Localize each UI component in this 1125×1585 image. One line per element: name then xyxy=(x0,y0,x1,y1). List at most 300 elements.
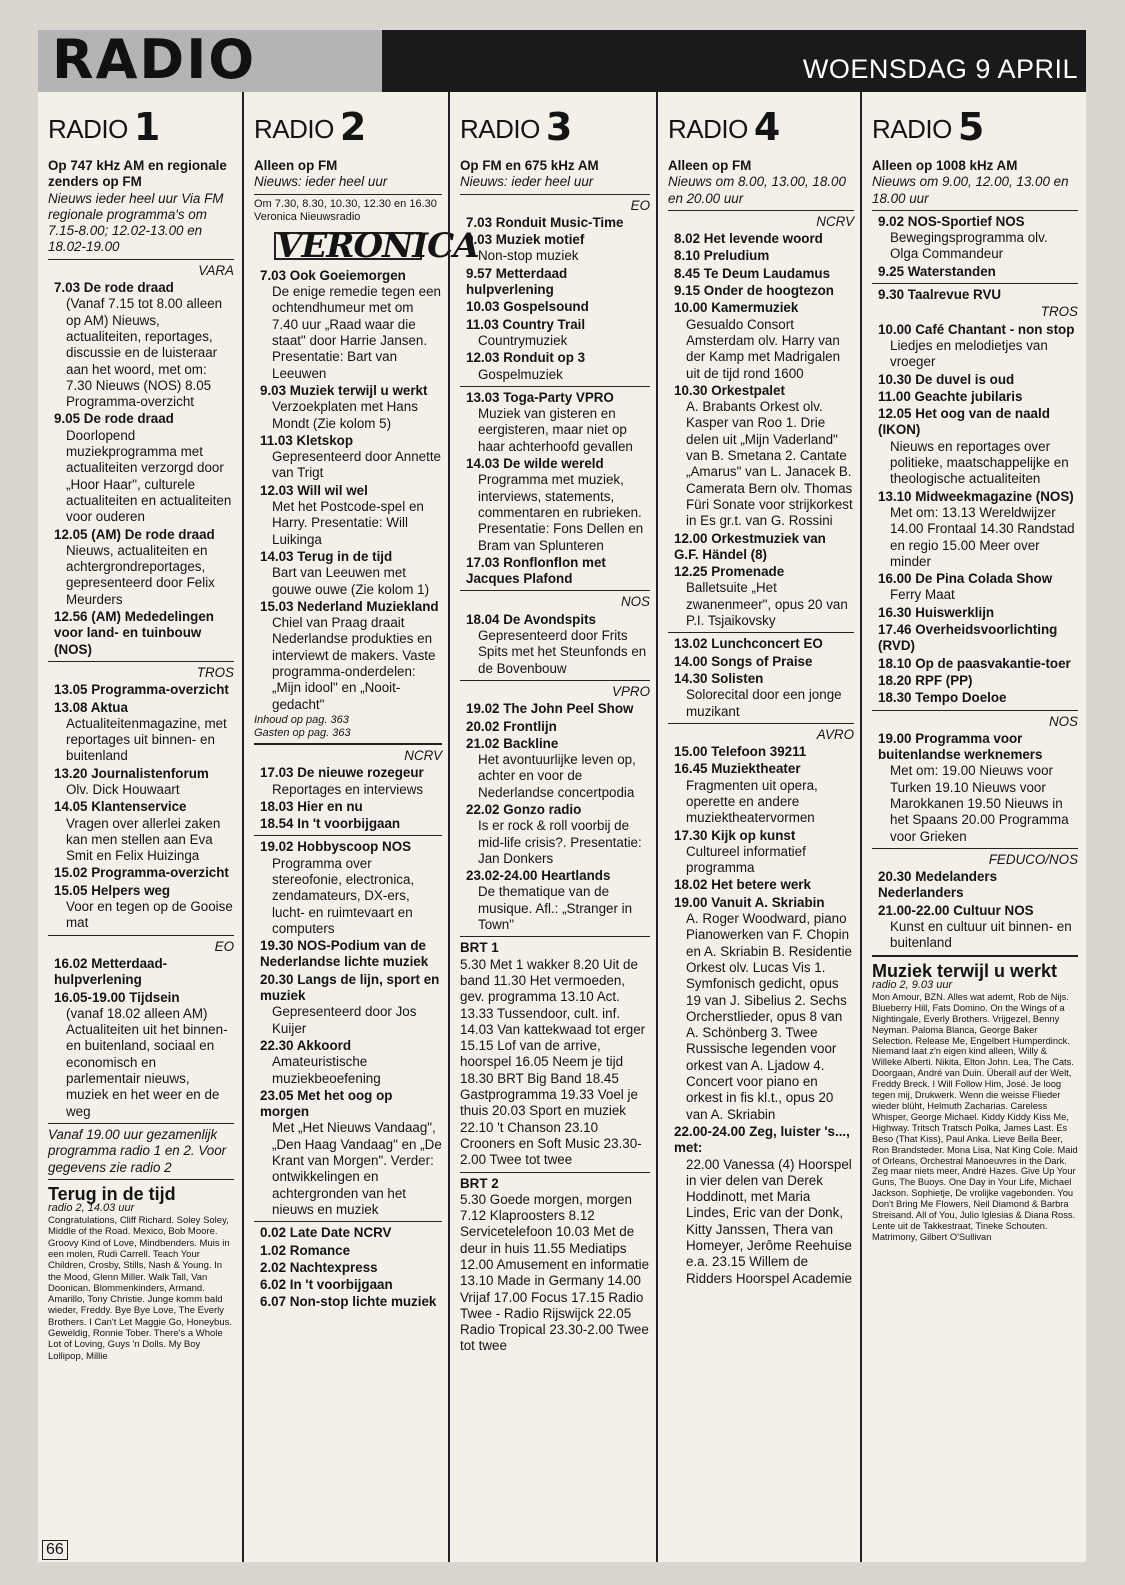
program-title: 14.05 Klantenservice xyxy=(54,799,187,815)
program-item xyxy=(48,700,234,765)
program-item xyxy=(254,799,442,815)
program-title: 19.00 Vanuit A. Skriabin xyxy=(674,894,825,910)
program-item xyxy=(872,656,1078,672)
program-item xyxy=(254,816,442,832)
program-description: Nieuws en reportages over politieke, maatschappelijke en theologische actualiteiten xyxy=(890,438,1069,487)
program-title: 14.03 De wilde wereld xyxy=(466,456,604,472)
program-title: 13.05 Programma-overzicht xyxy=(54,682,229,698)
page-title: RADIO xyxy=(52,28,257,91)
station-number: 4 xyxy=(753,105,780,149)
program-title: 8.02 Het levende woord xyxy=(674,231,823,247)
program-title: 15.02 Programma-overzicht xyxy=(54,865,229,881)
program-item xyxy=(48,883,234,932)
program-title: 23.02-24.00 Heartlands xyxy=(466,868,611,884)
program-item xyxy=(460,701,650,717)
program-title: 11.00 Geachte jubilaris xyxy=(878,388,1023,404)
program-item xyxy=(668,895,854,1123)
program-description: Met om: 13.13 Wereldwijzer 14.00 Frontaal 14.30 Randstad en regio 15.00 Meer over minder xyxy=(890,504,1075,569)
program-description: A. Brabants Orkest olv. Kasper van Roo 1. Drie delen uit „Mijn Vaderland" van B. Smetana 2. Cantate „Amarus" van L. Janacek B. Camerata Bern olv. Thomas Füri Sonate voor strijkorkest in Es gr.t. van G. Rossini xyxy=(686,399,853,529)
program-item xyxy=(872,571,1078,604)
program-title: 9.15 Onder de hoogtezon xyxy=(674,283,834,299)
program-item xyxy=(668,266,854,282)
program-item xyxy=(872,489,1078,570)
program-title: 7.03 Ronduit Music-Time xyxy=(466,214,624,230)
station-label: RADIO xyxy=(48,114,128,144)
program-description: Gepresenteerd door Annette van Trigt xyxy=(272,449,441,481)
program-title: 22.00-24.00 Zeg, luister 's..., met: xyxy=(674,1123,850,1156)
program-title: 14.30 Solisten xyxy=(674,670,764,686)
program-item xyxy=(872,287,1078,303)
station-label: RADIO xyxy=(872,114,952,144)
program-title: 15.00 Telefoon 39211 xyxy=(674,744,807,760)
program-title: 15.03 Nederland Muziekland xyxy=(260,598,439,614)
program-list xyxy=(460,701,650,933)
box-title: Muziek terwijl u werkt xyxy=(872,960,1058,981)
divider xyxy=(668,632,854,633)
program-title: 21.02 Backline xyxy=(466,735,559,751)
program-title: 13.03 Toga-Party VPRO xyxy=(466,389,614,405)
divider xyxy=(48,1123,234,1124)
program-title: 14.00 Songs of Praise xyxy=(674,653,813,669)
divider xyxy=(872,210,1078,211)
program-list xyxy=(254,839,442,1218)
program-title: 10.03 Gospelsound xyxy=(466,299,589,315)
divider xyxy=(872,848,1078,849)
program-item xyxy=(48,990,234,1120)
news-info: Nieuws om 9.00, 12.00, 13.00 en 18.00 uur xyxy=(872,174,1069,206)
program-title: 19.30 NOS-Podium van de Nederlandse lichte muziek xyxy=(260,938,429,970)
program-description: Actualiteitenmagazine, met reportages uit binnen- en buitenland xyxy=(66,715,227,764)
divider xyxy=(254,1221,442,1222)
program-description: Kunst en cultuur uit binnen- en buitenland xyxy=(890,919,1072,951)
column-radio-3 xyxy=(448,92,658,1562)
station-number: 5 xyxy=(957,105,984,149)
closing-note: Vanaf 19.00 uur gezamenlijk programma radio 1 en 2. Voor gegevens zie radio 2 xyxy=(48,1126,227,1175)
program-title: 20.30 Medelanders Nederlanders xyxy=(878,869,998,901)
program-title: 22.02 Gonzo radio xyxy=(466,801,582,817)
column-radio-2 xyxy=(242,92,479,1562)
program-item xyxy=(668,300,854,381)
program-list xyxy=(872,869,1078,951)
program-item xyxy=(254,383,442,432)
program-item xyxy=(48,609,234,658)
program-item xyxy=(668,636,854,652)
program-title: 11.03 Kletskop xyxy=(260,432,354,448)
box-subtitle: radio 2, 9.03 uur xyxy=(872,978,953,991)
program-list xyxy=(460,612,650,677)
program-title: 13.02 Lunchconcert EO xyxy=(674,636,823,652)
news-times: Om 7.30, 8.30, 10.30, 12.30 en 16.30 Veronica Nieuwsradio xyxy=(254,197,437,223)
program-item xyxy=(872,389,1078,405)
program-title: 18.30 Tempo Doeloe xyxy=(878,690,1007,706)
program-item xyxy=(460,350,650,383)
program-item xyxy=(668,744,854,760)
radio-guide-page xyxy=(38,30,1086,1562)
divider xyxy=(668,210,854,211)
station-number: 3 xyxy=(545,105,572,149)
program-description: Cultureel informatief programma xyxy=(686,843,806,876)
program-item xyxy=(872,731,1078,845)
program-item xyxy=(48,799,234,864)
program-title: 6.07 Non-stop lichte muziek xyxy=(260,1294,437,1310)
program-item xyxy=(48,280,234,410)
program-title: 14.03 Terug in de tijd xyxy=(260,548,393,564)
program-description: Programma over stereofonie, electronica, zendamateurs, DX-ers, lucht- en ruimtevaart en computers xyxy=(272,855,415,936)
divider xyxy=(48,259,234,260)
frequency-info: Op FM en 675 kHz AM xyxy=(460,158,599,173)
program-item xyxy=(254,938,442,971)
program-item xyxy=(460,215,650,231)
program-title: 10.30 Orkestpalet xyxy=(674,382,785,398)
program-description: Doorlopend muziekprogramma met actualiteiten verzorgd door „Hoor Haar", culturele actualiteiten en actualiteiten voor ouderen xyxy=(66,427,232,525)
program-title: 16.45 Muziektheater xyxy=(674,761,801,777)
program-description: Non-stop muziek xyxy=(478,248,579,264)
program-item xyxy=(48,956,234,989)
program-description: De thematique van de musique. Afl.: „Stranger in Town" xyxy=(478,884,633,933)
program-item xyxy=(254,1294,442,1310)
program-list xyxy=(254,1225,442,1310)
divider xyxy=(872,283,1078,284)
program-title: 18.20 RPF (PP) xyxy=(878,672,973,688)
program-item xyxy=(668,1124,854,1287)
broadcaster-label: VARA xyxy=(198,262,234,278)
program-item xyxy=(872,869,1078,902)
program-title: 16.05-19.00 Tijdsein xyxy=(54,989,180,1005)
program-title: 12.03 Ronduit op 3 xyxy=(466,350,586,366)
program-title: 10.00 Café Chantant - non stop xyxy=(878,321,1075,337)
station-number: 1 xyxy=(133,105,160,149)
page-header xyxy=(38,30,1086,92)
station-title xyxy=(460,105,650,149)
station-number: 2 xyxy=(339,105,366,149)
program-title: 9.03 Muziek motief xyxy=(466,232,585,248)
program-item xyxy=(668,761,854,826)
program-item xyxy=(668,248,854,264)
program-title: 9.30 Taalrevue RVU xyxy=(878,287,1002,303)
program-title: 18.10 Op de paasvakantie-toer xyxy=(878,655,1071,671)
divider xyxy=(460,1172,650,1173)
program-list xyxy=(48,280,234,658)
broadcaster-label: TROS xyxy=(196,664,234,680)
program-item xyxy=(668,531,854,564)
program-title: 9.25 Waterstanden xyxy=(878,263,996,279)
program-title: 15.05 Helpers weg xyxy=(54,882,171,898)
program-title: 10.00 Kamermuziek xyxy=(674,300,799,316)
program-description: Reportages en interviews xyxy=(272,781,424,797)
program-title: 18.03 Hier en nu xyxy=(260,798,363,814)
brt1-title: BRT 1 xyxy=(460,940,499,956)
program-title: 12.05 Het oog van de naald (IKON) xyxy=(878,406,1050,438)
program-title: 20.02 Frontlijn xyxy=(466,718,557,734)
program-description: Chiel van Praag draait Nederlandse produkties en interviewt de makers. Vaste programma-onderdelen: „Mijn idool" en „Nooit-gedacht" xyxy=(272,615,436,712)
program-title: 9.05 De rode draad xyxy=(54,411,174,427)
veronica-logo: VERONICA xyxy=(276,225,479,266)
program-title: 12.05 (AM) De rode draad xyxy=(54,526,215,542)
program-description: De enige remedie tegen een ochtendhumeur met om 7.40 uur „Raad waar die staat" door Harrie Jansen. Presentatie: Bart van Leeuwen xyxy=(272,284,441,381)
brt2-title: BRT 2 xyxy=(460,1175,499,1191)
program-item xyxy=(460,802,650,867)
program-item xyxy=(254,433,442,482)
program-description: Ferry Maat xyxy=(890,587,955,603)
program-title: 16.30 Huiswerklijn xyxy=(878,604,995,620)
broadcaster-label: AVRO xyxy=(816,726,854,742)
program-item xyxy=(254,1225,442,1241)
brt1-schedule: 5.30 Met 1 wakker 8.20 Uit de band 11.30 Het vermoeden, gev. programma 13.10 Act. 13.33 Tussendoor, cult. inf. 14.03 Van kattekwaad tot erger 15.15 Lof van de arrive, hoorspel 16.05 Neem je tijd 18.30 BRT Big Band 18.45 Gastprogramma 19.33 Voel je thuis 20.03 Sport en muziek 22.10 't Chanson 23.10 Crooners en Soft Music 23.30-2.00 Twee tot twee xyxy=(460,956,646,1168)
program-item xyxy=(872,903,1078,952)
program-title: 8.45 Te Deum Laudamus xyxy=(674,265,831,281)
program-item xyxy=(668,283,854,299)
program-list xyxy=(668,231,854,629)
broadcaster-label: NCRV xyxy=(816,213,854,229)
brt2-schedule: 5.30 Goede morgen, morgen 7.12 Klaproosters 8.12 Servicetelefoon 10.03 Met de deur in huis 11.55 Mediatips 12.00 Amusement en informatie 13.10 Made in Germany 14.00 Vrijaf 17.00 Focus 17.15 Radio Twee - Radio Rijswijck 22.05 Radio Tropical 23.30-2.00 Twee tot twee xyxy=(460,1191,650,1354)
program-description: Gospelmuziek xyxy=(478,366,563,382)
program-description: 22.00 Vanessa (4) Hoorspel in vier delen van Derek Hoddinott, met Maria Lindes, Eric van der Donk, Kitty Janssen, Thera van Homeyer, Jerôme Reehuise e.a. 23.15 Willem de Ridders Hoorspel Academie xyxy=(686,1156,852,1286)
program-item xyxy=(872,322,1078,371)
program-title: 9.02 NOS-Sportief NOS xyxy=(878,213,1025,229)
program-description: Amateuristische muziekbeoefening xyxy=(272,1054,381,1086)
frequency-info: Alleen op FM xyxy=(254,158,338,173)
news-info: Nieuws om 8.00, 13.00, 18.00 en 20.00 uur xyxy=(668,174,846,206)
program-title: 12.56 (AM) Mededelingen voor land- en tuinbouw (NOS) xyxy=(54,609,214,657)
program-title: 10.30 De duvel is oud xyxy=(878,371,1015,387)
box-title: Terug in de tijd xyxy=(48,1183,176,1204)
broadcaster-label: NOS xyxy=(620,594,650,610)
program-description: Voor en tegen op de Gooise mat xyxy=(66,899,233,931)
program-list xyxy=(460,215,650,383)
program-title: 17.03 Ronflonflon met Jacques Plafond xyxy=(466,554,606,587)
note-gasten: Gasten op pag. 363 xyxy=(254,726,351,739)
divider xyxy=(872,710,1078,711)
program-title: 12.03 Will wil wel xyxy=(260,482,368,498)
divider xyxy=(48,935,234,936)
program-description: Fragmenten uit opera, operette en andere muziektheatervormen xyxy=(686,777,818,826)
station-label: RADIO xyxy=(668,114,748,144)
station-title xyxy=(668,105,854,149)
station-title xyxy=(872,105,1078,149)
program-title: 19.00 Programma voor buitenlandse werknemers xyxy=(878,730,1043,763)
program-title: 7.03 Ook Goeiemorgen xyxy=(260,267,406,283)
program-title: 7.03 De rode draad xyxy=(54,280,174,296)
broadcaster-label: TROS xyxy=(1040,304,1078,320)
broadcaster-label: EO xyxy=(630,197,650,213)
program-list xyxy=(254,268,442,713)
program-item xyxy=(872,673,1078,689)
program-list xyxy=(48,956,234,1120)
broadcaster-label: FEDUCO/NOS xyxy=(988,851,1078,867)
program-description: Muziek van gisteren en eergisteren, maar niet op haar achterhoofd gevallen xyxy=(478,406,633,454)
program-title: 19.02 Hobbyscoop NOS xyxy=(260,839,412,855)
program-title: 2.02 Nachtexpress xyxy=(260,1259,378,1275)
program-description: Bart van Leeuwen met gouwe ouwe (Zie kolom 1) xyxy=(272,565,430,597)
divider xyxy=(254,835,442,836)
program-item xyxy=(668,828,854,877)
program-item xyxy=(48,766,234,799)
program-title: 9.57 Metterdaad hulpverlening xyxy=(466,265,568,298)
box-text: Congratulations, Cliff Richard. Soley Soley, Middle of the Road. Mexico, Bob Moore. Groovy Kind of Love, Mindbenders. Muis in een molen, Rudi Carrell. Teach Your Children, Crosby, Stills, Nash & Young. In the Mood, Glenn Miller. Walk Tall, Van Doonican. Blommenkinders, Armand. Amarillo, Tony Christie. Junge komm bald wieder, Freddy. Bye Bye Love, The Everly Brothers. I Can't Let Maggie Go, Honeybus. Geweldig, Ronnie Tober. There's a Whole Lot of Loving, Guys 'n Dolls. My Boy Lollipop, Millie xyxy=(48,1215,232,1362)
program-title: 0.02 Late Date NCRV xyxy=(260,1225,392,1241)
program-description: Gepresenteerd door Frits Spits met het Steunfonds en de Bovenbouw xyxy=(478,628,647,676)
program-item xyxy=(460,456,650,554)
frequency-info: Alleen op 1008 kHz AM xyxy=(872,158,1018,173)
program-item xyxy=(460,719,650,735)
program-title: 18.02 Het betere werk xyxy=(674,877,811,893)
program-item xyxy=(254,839,442,937)
program-list xyxy=(872,287,1078,303)
program-list xyxy=(460,390,650,588)
divider xyxy=(460,936,650,937)
program-item xyxy=(668,671,854,720)
box-subtitle: radio 2, 14.03 uur xyxy=(48,1202,135,1215)
program-item xyxy=(254,1260,442,1276)
program-item xyxy=(254,765,442,798)
program-title: 23.05 Met het oog op morgen xyxy=(260,1087,393,1120)
broadcaster-label: VPRO xyxy=(612,683,650,699)
divider xyxy=(460,590,650,591)
program-item xyxy=(872,264,1078,280)
broadcaster-label: NOS xyxy=(1048,713,1078,729)
station-label: RADIO xyxy=(254,114,334,144)
program-title: 13.10 Midweekmagazine (NOS) xyxy=(878,488,1074,504)
program-item xyxy=(48,865,234,881)
program-item xyxy=(460,868,650,933)
program-item xyxy=(668,654,854,670)
station-label: RADIO xyxy=(460,114,540,144)
program-description: Nieuws, actualiteiten en achtergrondreportages, gepresenteerd door Felix Meurders xyxy=(66,542,215,607)
program-title: 17.30 Kijk op kunst xyxy=(674,827,796,843)
program-description: Is er rock & roll voorbij de mid-life crisis?. Presentatie: Jan Donkers xyxy=(478,818,642,866)
program-item xyxy=(254,599,442,713)
program-item xyxy=(460,266,650,299)
program-item xyxy=(872,690,1078,706)
program-item xyxy=(460,232,650,265)
program-description: Programma met muziek, interviews, statements, commentaren en rubrieken. Presentatie: Fons Dellen en Bram van Splunteren xyxy=(478,472,644,553)
program-title: 13.20 Journalistenforum xyxy=(54,765,209,781)
program-description: Het avontuurlijke leven op, achter en voor de Nederlandse concertpodia xyxy=(478,752,636,800)
program-description: Bewegingsprogramma olv. Olga Commandeur xyxy=(890,230,1048,262)
program-title: 13.08 Aktua xyxy=(54,699,128,715)
program-description: (Vanaf 7.15 tot 8.00 alleen op AM) Nieuws, actualiteiten, reportages, discussie en de luisteraar aan het woord, met om: 7.30 Nieuws (NOS) 8.05 Programma-overzicht xyxy=(66,296,223,410)
program-item xyxy=(254,268,442,382)
header-title-block xyxy=(38,30,382,92)
divider xyxy=(668,723,854,724)
program-item xyxy=(872,214,1078,263)
program-item xyxy=(254,1038,442,1087)
program-description: Verzoekplaten met Hans Mondt (Zie kolom 5) xyxy=(272,399,418,431)
divider xyxy=(254,194,442,195)
program-description: Met om: 19.00 Nieuws voor Turken 19.10 Nieuws voor Marokkanen 19.50 Nieuws in het Spaans 20.00 Programma voor Grieken xyxy=(890,763,1069,844)
program-description: Vragen over allerlei zaken kan men stellen aan Eva Smit en Felix Huizinga xyxy=(66,815,221,864)
column-radio-5 xyxy=(860,92,1086,1562)
program-title: 12.25 Promenade xyxy=(674,564,785,580)
program-list xyxy=(668,636,854,719)
divider xyxy=(254,743,442,745)
frequency-info: Op 747 kHz AM en regionale zenders op FM xyxy=(48,158,227,190)
program-title: 1.02 Romance xyxy=(260,1242,351,1258)
program-item xyxy=(668,564,854,629)
program-description: (vanaf 18.02 alleen AM) Actualiteiten uit het binnen- en buitenland, sociaal en economisch en parlementair nieuws, muziek en het weer en de weg xyxy=(66,1005,228,1119)
program-title: 11.03 Country Trail xyxy=(466,316,586,332)
program-item xyxy=(668,383,854,530)
note-inhoud: Inhoud op pag. 363 xyxy=(254,713,349,726)
broadcaster-label: NCRV xyxy=(404,747,442,763)
program-description: Balletsuite „Het zwanenmeer", opus 20 van P.I. Tsjaikovsky xyxy=(686,580,848,629)
broadcaster-label: EO xyxy=(214,938,234,954)
divider xyxy=(872,955,1078,957)
program-item xyxy=(254,1088,442,1218)
program-title: 18.04 De Avondspits xyxy=(466,611,596,627)
program-description: Gepresenteerd door Jos Kuijer xyxy=(272,1004,417,1036)
program-item xyxy=(668,877,854,893)
program-title: 9.03 Muziek terwijl u werkt xyxy=(260,382,428,398)
program-item xyxy=(872,406,1078,487)
program-title: 16.00 De Pina Colada Show xyxy=(878,571,1053,587)
program-list xyxy=(872,214,1078,280)
program-description: Solorecital door een jonge muzikant xyxy=(686,687,842,719)
program-list xyxy=(48,682,234,931)
program-title: 19.02 The John Peel Show xyxy=(466,701,634,717)
program-description: Met „Het Nieuws Vandaag", „Den Haag Vandaag" en „De Krant van Morgen". Verder: ontwikkelingen en achtergronden van het nieuws en muziek xyxy=(272,1120,442,1217)
program-item xyxy=(254,483,442,548)
program-item xyxy=(668,231,854,247)
program-item xyxy=(460,390,650,455)
date-label: WOENSDAG 9 APRIL xyxy=(802,54,1078,84)
program-item xyxy=(48,527,234,608)
column-radio-4 xyxy=(656,92,862,1562)
column-radio-1 xyxy=(38,92,242,1562)
program-list xyxy=(872,731,1078,845)
program-list xyxy=(668,744,854,1287)
program-title: 22.30 Akkoord xyxy=(260,1037,352,1053)
page-number: 66 xyxy=(42,1540,68,1560)
program-list xyxy=(254,765,442,832)
program-item xyxy=(460,612,650,677)
program-item xyxy=(460,317,650,350)
program-description: Countrymuziek xyxy=(478,332,568,348)
program-description: Olv. Dick Houwaart xyxy=(66,781,180,797)
station-title xyxy=(254,105,442,149)
program-title: 17.46 Overheidsvoorlichting (RVD) xyxy=(878,622,1058,654)
program-item xyxy=(460,736,650,801)
program-description: Liedjes en melodietjes van vroeger xyxy=(890,337,1048,370)
program-title: 6.02 In 't voorbijgaan xyxy=(260,1277,393,1293)
program-item xyxy=(872,372,1078,388)
program-description: A. Roger Woodward, piano Pianowerken van F. Chopin en A. Skriabin B. Residentie Orkest olv. Lucas Vis 1. Symfonisch gedicht, opus 19 van J. Sibelius 2. Sechs Orcherstlieder, opus 8 van A. Schönberg 3. Twee Russische legenden voor orkest van A. Ljadow 4. Concert voor piano en orkest in fis kl.t., opus 20 van A. Skriabin xyxy=(686,911,852,1122)
program-title: 21.00-22.00 Cultuur NOS xyxy=(878,902,1034,918)
program-item xyxy=(48,682,234,698)
program-description: Gesualdo Consort Amsterdam olv. Harry van der Kamp met Madrigalen uit de tijd rond 1600 xyxy=(686,316,841,381)
program-title: 20.30 Langs de lijn, sport en muziek xyxy=(260,971,440,1004)
station-title xyxy=(48,105,234,149)
program-item xyxy=(872,605,1078,621)
divider xyxy=(48,1179,234,1180)
program-item xyxy=(48,411,234,525)
program-title: 12.00 Orkestmuziek van G.F. Händel (8) xyxy=(674,530,826,562)
program-title: 8.10 Preludium xyxy=(674,248,770,264)
program-list xyxy=(872,322,1078,707)
divider xyxy=(460,386,650,387)
frequency-info: Alleen op FM xyxy=(668,158,752,173)
program-item xyxy=(872,622,1078,655)
divider xyxy=(460,194,650,195)
header-date-block xyxy=(382,30,1086,92)
program-item xyxy=(254,1243,442,1259)
program-item xyxy=(254,972,442,1037)
news-info: Nieuws: ieder heel uur xyxy=(460,174,594,190)
divider xyxy=(460,680,650,681)
program-item xyxy=(254,1277,442,1293)
divider xyxy=(48,661,234,662)
program-description: Met het Postcode-spel en Harry. Presentatie: Will Luikinga xyxy=(272,499,424,547)
